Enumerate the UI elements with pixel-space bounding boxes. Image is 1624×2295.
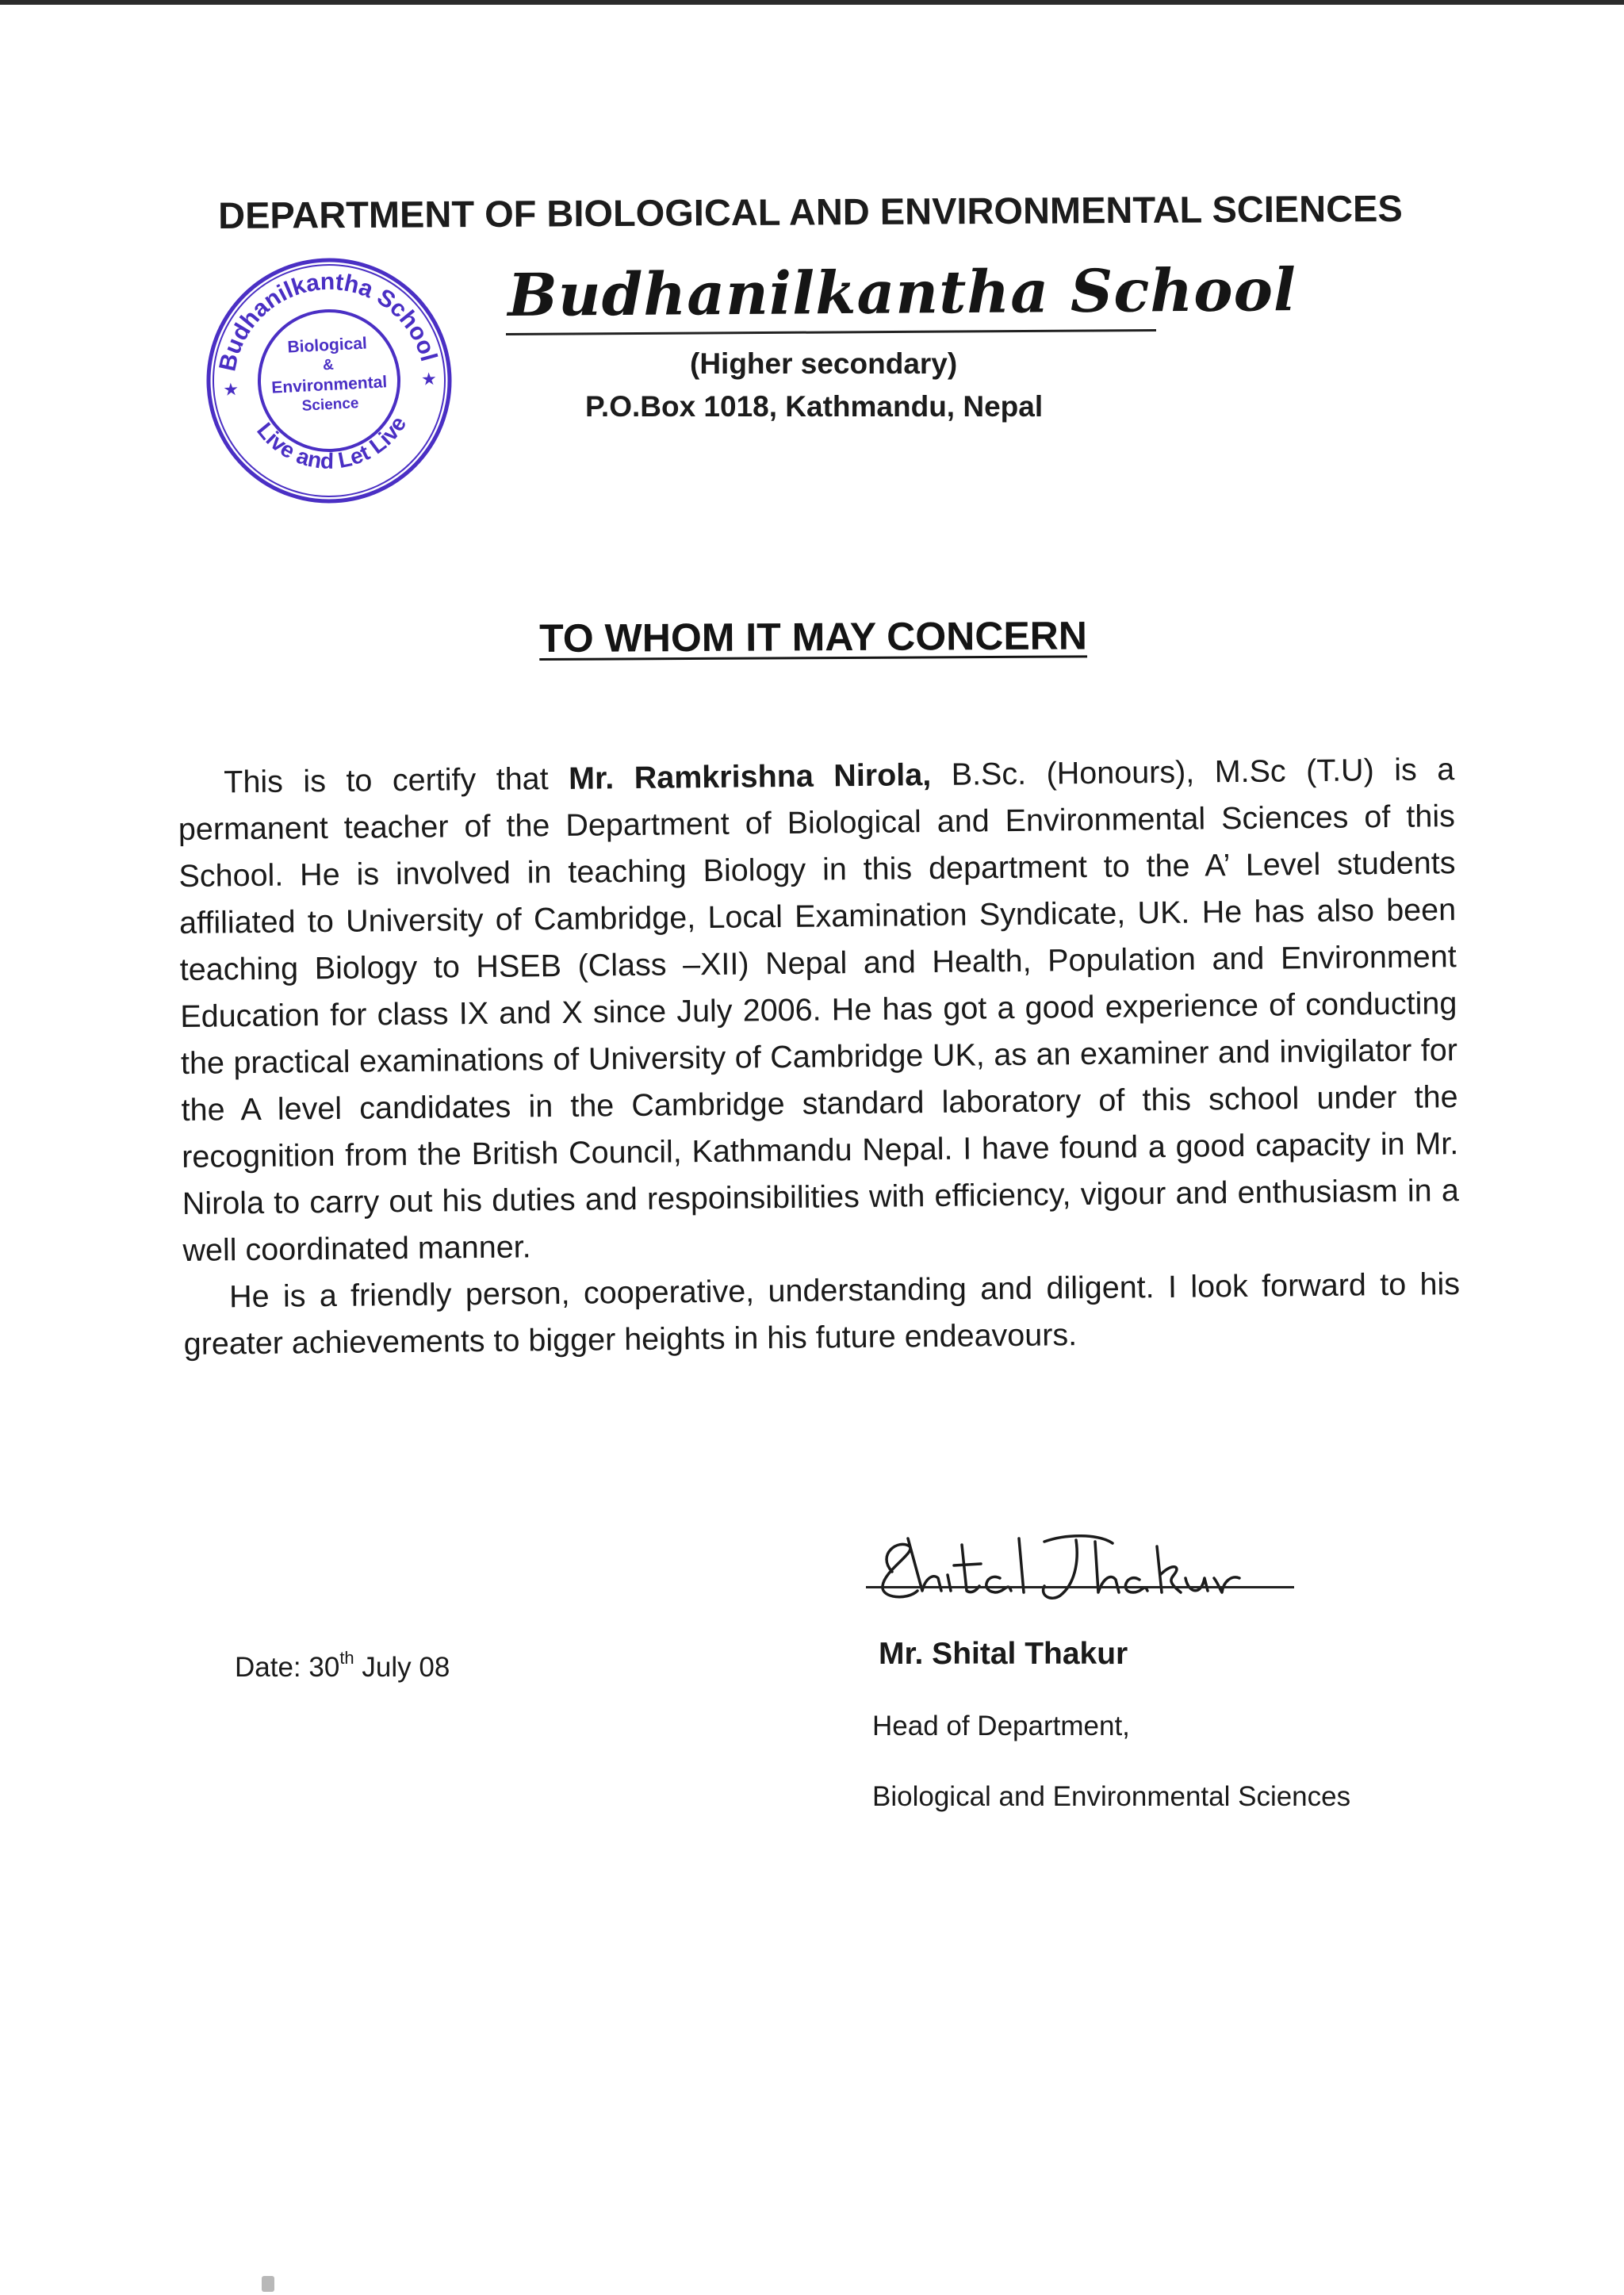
signer-name: Mr. Shital Thakur [879, 1637, 1128, 1671]
department-stamp [196, 247, 462, 514]
signature-line [866, 1586, 1294, 1588]
school-name: Budhanilkantha School [508, 256, 1297, 330]
body-intro: This is to certify that [224, 761, 569, 800]
signer-department: Biological and Environmental Sciences [872, 1781, 1351, 1812]
letter-date [235, 1648, 450, 1684]
scan-speck [262, 2276, 274, 2292]
date-rest: July 08 [354, 1652, 450, 1683]
handwritten-signature [860, 1523, 1304, 1610]
stamp-center-line4: Science [301, 395, 360, 415]
teacher-name: Mr. Ramkrishna Nirola, [568, 757, 932, 796]
stamp-bottom-text: Live and Let Live [252, 412, 412, 473]
letter-title: TO WHOM IT MAY CONCERN [539, 613, 1088, 661]
school-type: (Higher secondary) [690, 347, 958, 380]
body-paragraph-1 [178, 746, 1460, 1274]
svg-text:Live and Let Live [251, 411, 413, 477]
stamp-center-line2: & [322, 356, 335, 374]
body-paragraph-1-rest: B.Sc. (Honours), M.Sc (T.U) is a permanent teacher of the Department of Biological and Environmental Sciences of this School. He is involved in teaching Biology in this department to the A’ Level students affiliated to University of Cambridge, Local Examination Syndicate, UK. He has also been teaching Biology to HSEB (Class –XII) Nepal and Health, Population and Environment Education for class IX and X since July 2006. He has got a good experience of conducting the practical examinations of University of Cambridge UK, as an examiner and invigilator for the A level candidates in the Cambridge standard laboratory of this school under the recognition from the British Council, Kathmandu Nepal. I have found a good capacity in Mr. Nirola to carry out his duties and respoinsibilities with efficiency, vigour and enthusiasm in a well coordinated manner. [178, 752, 1460, 1268]
department-heading: DEPARTMENT OF BIOLOGICAL AND ENVIRONMENTAL SCIENCES [218, 186, 1403, 236]
date-label: Date: 30 [235, 1652, 340, 1683]
signer-role: Head of Department, [872, 1711, 1130, 1741]
body-paragraph-2: He is a friendly person, cooperative, understanding and diligent. I look forward to his greater achievements to bigger heights in his future endeavours. [183, 1266, 1461, 1362]
stamp-center-line1: Biological [286, 334, 368, 357]
stamp-outer-text: Budhanilkantha School [214, 268, 442, 374]
stamp-star-left: ★ [222, 379, 239, 400]
stamp-center-line3: Environmental [270, 373, 388, 397]
school-name-underline [506, 329, 1156, 335]
date-suffix: th [339, 1648, 354, 1668]
scan-edge [0, 0, 1624, 5]
school-address: P.O.Box 1018, Kathmandu, Nepal [585, 390, 1044, 423]
stamp-star-right: ★ [420, 369, 438, 390]
letter-body [178, 746, 1461, 1368]
